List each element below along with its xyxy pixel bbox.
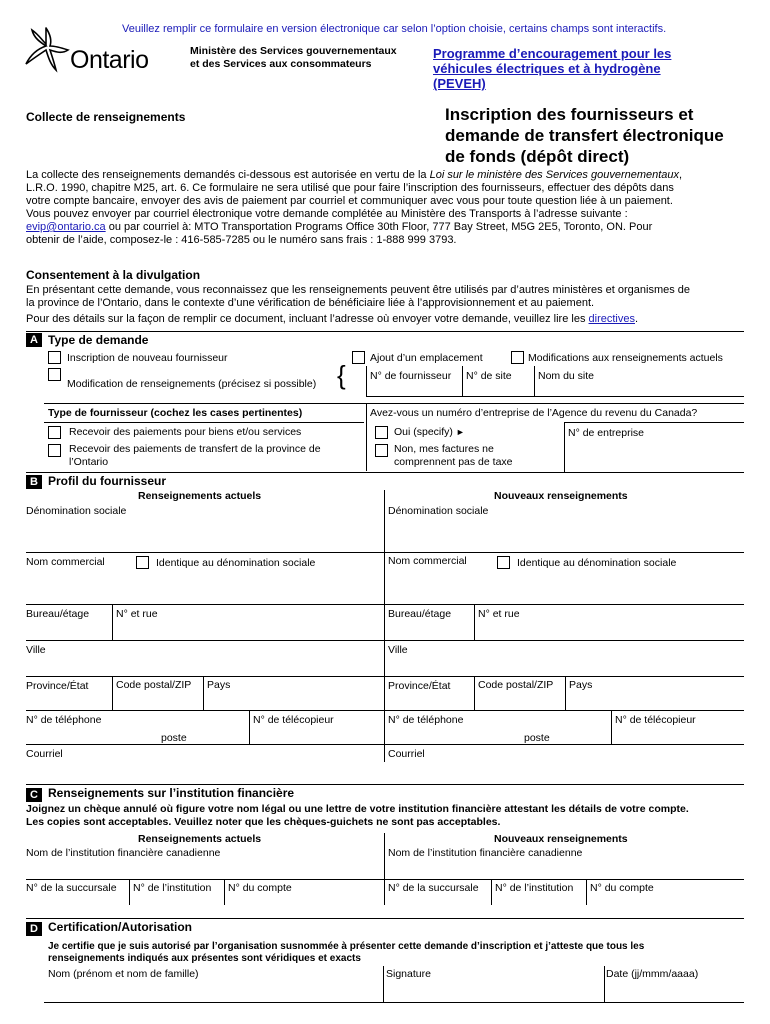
certification-text: Je certifie que je suis autorisé par l’organisation susnommée à présenter cette demande d’inscription et j’atteste que tous les renseignements indiqués aux présentes sont véridiques et exacts — [48, 941, 645, 964]
yes-checkbox[interactable] — [375, 426, 388, 439]
arrow-right-icon: ► — [455, 427, 465, 437]
modify-current-label: Modifications aux renseignements actuels — [528, 352, 723, 364]
new-info-header: Nouveaux renseignements — [494, 490, 628, 502]
c-current-header: Renseignements actuels — [138, 833, 262, 845]
postal-field-current[interactable]: Code postal/ZIP — [116, 679, 192, 691]
account-field-new[interactable]: N° du compte — [590, 882, 654, 894]
supplier-no-field[interactable]: N° de fournisseur — [370, 370, 452, 382]
add-location-checkbox[interactable] — [352, 351, 365, 364]
section-c-note: Joignez un chèque annulé où figure votre nom légal ou une lettre de votre institution financière attestant les détails de votre compte. Les copies sont acceptables. Veuillez noter que les chèques-guichets ne sont pas acceptables. — [26, 803, 689, 828]
branch-field-new[interactable]: N° de la succursale — [388, 882, 479, 894]
brace: { — [337, 360, 346, 390]
email-link[interactable]: evip@ontario.ca — [26, 221, 106, 233]
branch-field-current[interactable]: N° de la succursale — [26, 882, 117, 894]
consent-title: Consentement à la divulgation — [26, 268, 201, 282]
unit-field-current[interactable]: Bureau/étage — [26, 608, 90, 620]
country-field-new[interactable]: Pays — [569, 679, 593, 691]
collecte-label: Collecte de renseignements — [26, 110, 186, 124]
section-b-letter: B — [26, 475, 42, 489]
receive-goods-label: Recevoir des paiements pour biens et/ou services — [69, 426, 302, 438]
section-c-letter: C — [26, 788, 42, 802]
fax-field-current[interactable]: N° de télécopieur — [253, 714, 334, 726]
city-field-new[interactable]: Ville — [388, 644, 408, 656]
trillium-icon — [22, 26, 70, 74]
ministry-name: Ministère des Services gouvernementaux et des Services aux consommateurs — [190, 45, 397, 70]
section-a-title: Type de demande — [48, 333, 149, 347]
email-field-new[interactable]: Courriel — [388, 748, 425, 760]
new-supplier-label: Inscription de nouveau fournisseur — [67, 352, 228, 364]
program-link[interactable]: Programme d’encouragement pour les véhicules électriques et à hydrogène (PEVEH) — [433, 46, 672, 91]
same-as-legal-label-new: Identique au dénomination sociale — [517, 557, 677, 569]
section-c-title: Renseignements sur l’institution financière — [48, 786, 295, 800]
business-no-field[interactable]: N° de entreprise — [568, 427, 644, 439]
receive-transfer-label: Recevoir des paiements de transfert de la province de l’Ontario — [69, 443, 321, 468]
email-field-current[interactable]: Courriel — [26, 748, 63, 760]
ontario-logo — [22, 26, 172, 76]
same-as-legal-checkbox-current[interactable] — [136, 556, 149, 569]
cra-question: Avez-vous un numéro d’entreprise de l’Agence du revenu du Canada? — [370, 407, 698, 419]
trade-name-field-new[interactable]: Nom commercial — [388, 555, 467, 567]
section-d-title: Certification/Autorisation — [48, 920, 193, 934]
ext-field-current[interactable]: poste — [161, 732, 187, 744]
new-supplier-checkbox[interactable] — [48, 351, 61, 364]
top-notice: Veuillez remplir ce formulaire en version électronique car selon l’option choisie, certains champs sont interactifs. — [122, 23, 667, 35]
province-field-current[interactable]: Province/État — [26, 680, 89, 692]
institution-no-field-current[interactable]: N° de l’institution — [133, 882, 212, 894]
ontario-wordmark: Ontario — [70, 46, 149, 74]
legal-name-field-current[interactable]: Dénomination sociale — [26, 505, 127, 517]
no-label: Non, mes factures ne comprennent pas de taxe — [394, 443, 513, 468]
directives-link[interactable]: directives — [588, 313, 635, 325]
modify-checkbox[interactable] — [48, 368, 61, 381]
modify-current-checkbox[interactable] — [511, 351, 524, 364]
signature-field[interactable]: Signature — [386, 968, 431, 980]
date-field[interactable]: Date (jj/mmm/aaaa) — [606, 968, 699, 980]
site-name-field[interactable]: Nom du site — [538, 370, 595, 382]
phone-field-current[interactable]: N° de téléphone — [26, 714, 102, 726]
institution-name-field-new[interactable]: Nom de l’institution financière canadienne — [388, 847, 583, 859]
add-location-label: Ajout d’un emplacement — [370, 352, 483, 364]
account-field-current[interactable]: N° du compte — [228, 882, 292, 894]
institution-no-field-new[interactable]: N° de l’institution — [495, 882, 574, 894]
no-checkbox[interactable] — [375, 444, 388, 457]
current-info-header: Renseignements actuels — [138, 490, 262, 502]
same-as-legal-checkbox-new[interactable] — [497, 556, 510, 569]
same-as-legal-label-current: Identique au dénomination sociale — [156, 557, 316, 569]
section-b-title: Profil du fournisseur — [48, 474, 167, 488]
signer-name-field[interactable]: Nom (prénom et nom de famille) — [48, 968, 199, 980]
form-title: Inscription des fournisseurs et demande de transfert électronique de fonds (dépôt direct) — [445, 105, 724, 166]
street-field-current[interactable]: N° et rue — [116, 608, 158, 620]
ext-field-new[interactable]: poste — [524, 732, 550, 744]
section-d-letter: D — [26, 922, 42, 936]
yes-label: Oui (specify) ► — [394, 426, 465, 438]
institution-name-field-current[interactable]: Nom de l’institution financière canadienne — [26, 847, 221, 859]
province-field-new[interactable]: Province/État — [388, 680, 451, 692]
receive-goods-checkbox[interactable] — [48, 426, 61, 439]
phone-field-new[interactable]: N° de téléphone — [388, 714, 464, 726]
trade-name-field-current[interactable]: Nom commercial — [26, 556, 105, 568]
country-field-current[interactable]: Pays — [207, 679, 231, 691]
legal-name-field-new[interactable]: Dénomination sociale — [388, 505, 489, 517]
supplier-type-title: Type de fournisseur (cochez les cases pertinentes) — [48, 407, 303, 419]
receive-transfer-checkbox[interactable] — [48, 444, 61, 457]
section-a-letter: A — [26, 333, 42, 347]
consent-paragraph: En présentant cette demande, vous reconnaissez que les renseignements peuvent être utilisés par d’autres ministères et organismes de la province de l’Ontario, dans le contexte d’une vérification de bénéficiaire liée à l’approvisionnement et au paiement. Pour des détails sur la façon de remplir ce document, incluant l’adresse où envoyer votre demande, veuillez lire les directives. — [26, 284, 691, 325]
unit-field-new[interactable]: Bureau/étage — [388, 608, 452, 620]
city-field-current[interactable]: Ville — [26, 644, 46, 656]
c-new-header: Nouveaux renseignements — [494, 833, 628, 845]
site-no-field[interactable]: N° de site — [466, 370, 512, 382]
modify-label: Modification de renseignements (précisez si possible) — [67, 378, 317, 390]
intro-paragraph: La collecte des renseignements demandés ci-dessous est autorisée en vertu de la Loi sur le ministère des Services gouvernementaux, L.R.O. 1990, chapitre M25, art. 6. Ce formulaire ne sera utilisé que pour faire l’inscription des fournisseurs, effectuer des dépôts dans votre compte bancaire, envoyer des avis de paiement par courriel et communiquer avec vous pour toute question liée à un paiement. Vous pouvez envoyer par courriel électronique votre demande complétée au Ministère des Transports à l’adresse suivante : evip@ontario.ca ou par courriel à: MTO Transportation Programs Office 30th Floor, 777 Bay Street, M5G 2E5, Toronto, ON. Pour obtenir de l’aide, composez-le : 416-585-7285 ou le numéro sans frais : 1-888 999 3793. — [26, 169, 683, 246]
fax-field-new[interactable]: N° de télécopieur — [615, 714, 696, 726]
postal-field-new[interactable]: Code postal/ZIP — [478, 679, 554, 691]
street-field-new[interactable]: N° et rue — [478, 608, 520, 620]
